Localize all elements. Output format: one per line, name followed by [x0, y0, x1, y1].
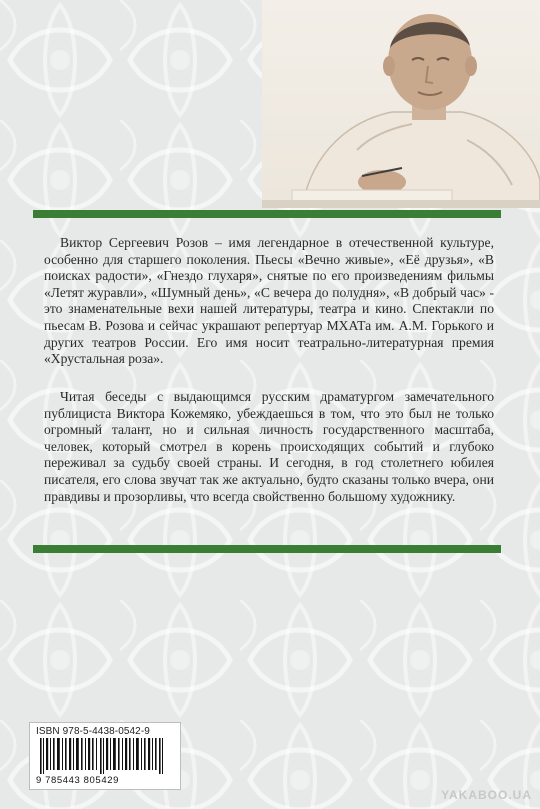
- site-watermark: YAKABOO.UA: [441, 788, 532, 802]
- book-description-paragraph: Читая беседы с выдающимся русским драматургом замечательного публициста Виктора Кожемяко, убеждаешься в том, что это был не только огромный талант, но и сильная личность государственного масштаба, человек, который смотрел в корень происходящих событий и глубоко переживал за судьбу своей страны. И сегодня, в год столетнего юбилея писателя, его слова звучат так же актуально, будто сказаны только вчера, они правдивы и прозорливы, что всегда свойственно большому художнику.: [44, 389, 494, 504]
- author-portrait: [262, 0, 540, 208]
- author-description-paragraph: Виктор Сергеевич Розов – имя легендарное в отечественной культуре, особенно для старшего поколения. Пьесы «Вечно живые», «Её друзья», «В поисках радости», «Гнездо глухаря», снятые по его произведениям фильмы «Летят журавли», «Шумный день», «С вечера до полудня», «В добрый час» - это знаменательные вехи нашей литературы, театра и кино. Спектакли по пьесам В. Розова и сейчас украшают репертуар МХАТа им. А.М. Горького и других театров России. Его имя носит театрально-литературная премия «Хрустальная роза».: [44, 235, 494, 367]
- barcode: [34, 738, 174, 774]
- isbn-label: ISBN 978-5-4438-0542-9: [36, 726, 150, 737]
- isbn-barcode-block: [29, 722, 181, 790]
- green-divider-top: [33, 210, 501, 218]
- green-divider-bottom: [33, 545, 501, 553]
- barcode-digits: 9 785443 805429: [36, 775, 119, 786]
